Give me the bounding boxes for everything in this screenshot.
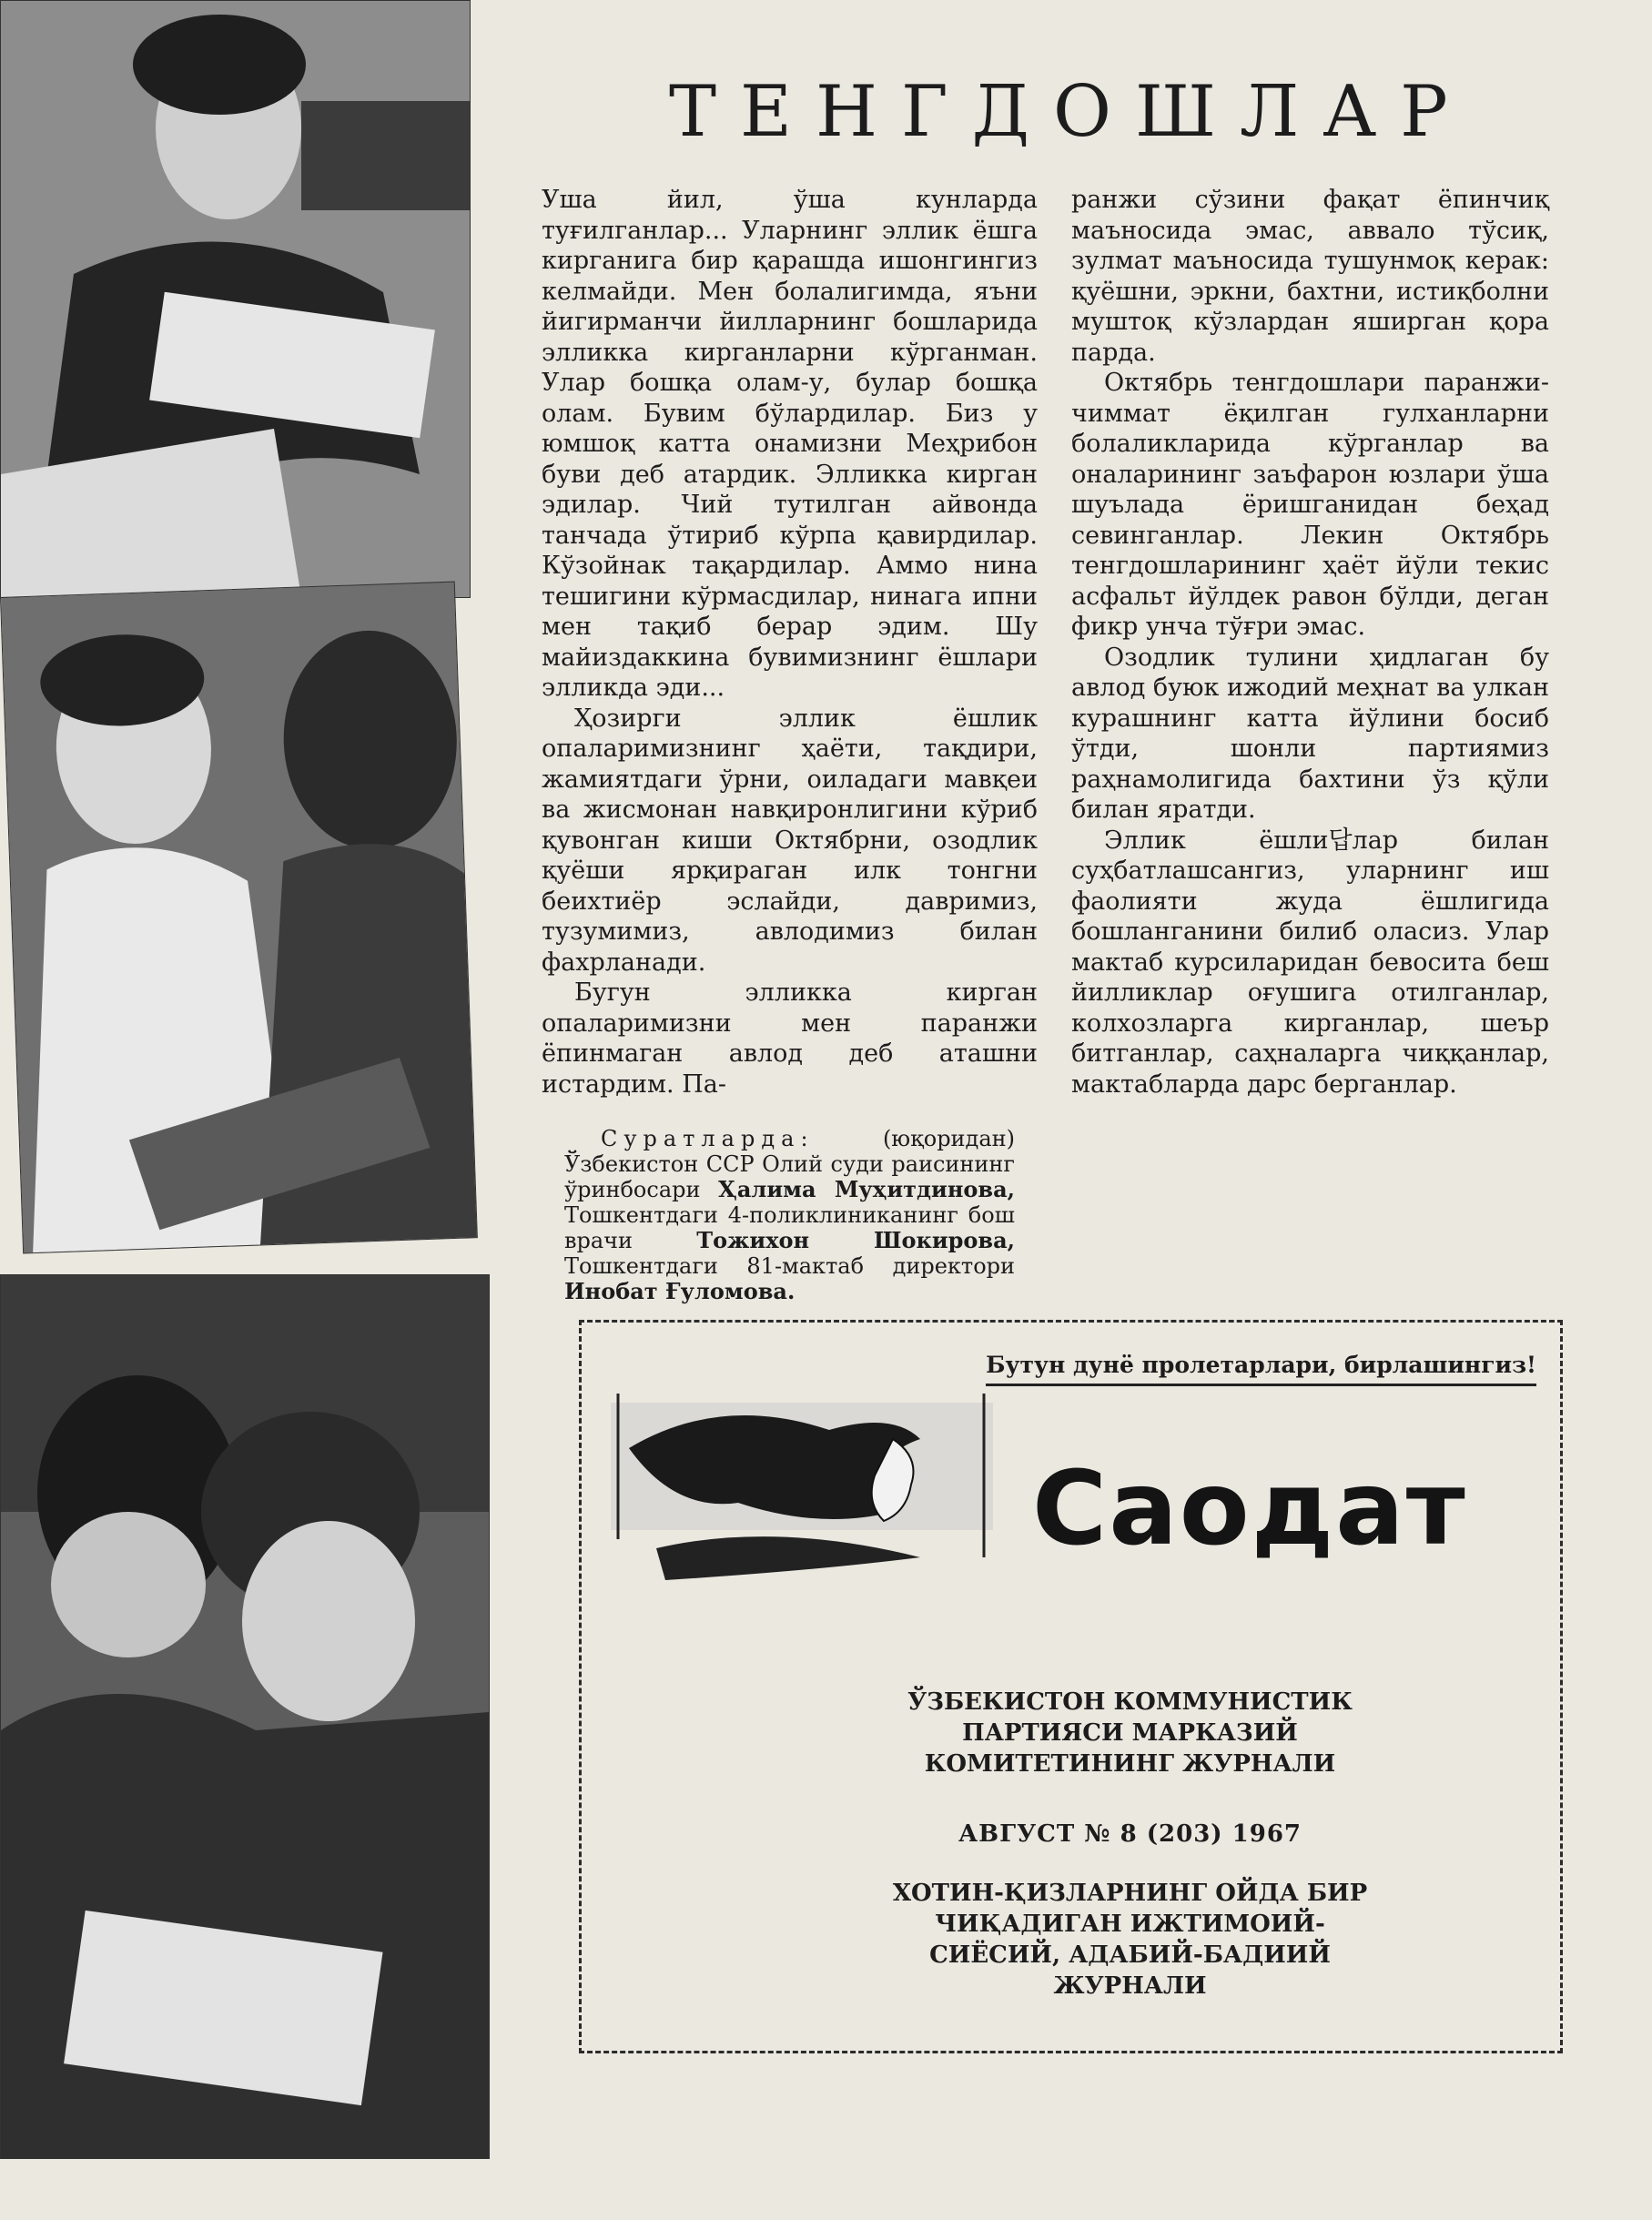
paragraph: Эллик ёшли답лар билан суҳбатлашсангиз, уларнинг иш фаолияти жуда ёшлигида бошланганини билиб оласиз. Улар мактаб курсиларидан бевосита беш йилликлар оғушига отилганлар, колхозларга кирганлар, шеър битганлар, саҳналарга чиққанлар, мактабларда дарс берганлар. — [1071, 826, 1549, 1099]
subtitle-line: ЧИҚАДИГАН ИЖТИМОИЙ- — [935, 1911, 1325, 1938]
article-title: ТЕНГДОШЛАР — [669, 71, 1472, 153]
caption-text: Тошкентдаги 81-мактаб директори — [564, 1253, 1015, 1279]
caption-name: Ҳалима Муҳитдинова, — [718, 1176, 1015, 1202]
article-column-right — [1071, 185, 1549, 1100]
paragraph: ранжи сўзини фақат ёпинчиқ маъносида эмас, аввало тўсиқ, зулмат маъносида тушунмоқ керак: қуёшни, эркни, бахтни, истиқболни муштоқ кўзлардан яширган қора парда. — [1071, 186, 1549, 367]
paragraph: Уша йил, ўша кунларда туғилганлар... Уларнинг эллик ёшга кирганига бир қарашда ишонгингиз келмайди. Мен болалигимда, яъни йигирманчи йилларнинг бошларида элликка кирганларни кўрганман. Улар бошқа олам-у, булар бошқа олам. Бувим бўлардилар. Биз у юмшоқ катта онамизни Меҳрибон буви деб атардик. Элликка кирган эдилар. Чий тутилган айвонда танчада ўтириб кўрпа қавирдилар. Кўзойнак тақардилар. Аммо нина тешигини кўрмасдилар, нинага ипни мен тақиб берар эдим. Шу майиздаккина бувимизнинг ёшлари элликда эди... — [542, 186, 1038, 702]
photo-inobat-gulomova — [0, 1274, 490, 2159]
paragraph: Октябрь тенгдошлари паранжи-чиммат ёқилган гулханларни болаликларида кўрганлар ва оналарининг заъфарон юзлари ўша шуълада ёришганидан беҳад севинганлар. Лекин Октябрь тенгдошларининг ҳаёт йўли текис асфальт йўлдек равон бўлди, деган фикр унча тўғри эмас. — [1071, 369, 1549, 641]
caption-text: Тошкентдаги 4-поликлиниканинг бош врачи — [564, 1202, 1015, 1253]
caption-name: Инобат Ғуломова. — [564, 1278, 796, 1304]
publisher-line: ПАРТИЯСИ МАРКАЗИЙ — [962, 1719, 1298, 1747]
issue-info: АВГУСТ № 8 (203) 1967 — [958, 1820, 1302, 1848]
paragraph: Бугун элликка кирган опаларимизни мен паранжи ёпинмаган авлод деб аташни истардим. Па- — [542, 978, 1038, 1099]
slogan: Бутун дунё пролетарлари, бирлашингиз! — [986, 1352, 1536, 1386]
photo-caption — [564, 1126, 1015, 1304]
caption-name: Тожихон Шокирова, — [696, 1227, 1015, 1253]
article-column-left — [542, 185, 1038, 1100]
subtitle-line: ЖУРНАЛИ — [1053, 1972, 1207, 2000]
caption-text: (юқоридан) Ўзбекистон ССР Олий суди раисининг ўринбосари — [564, 1126, 1015, 1202]
publisher-info — [582, 1687, 1560, 1779]
subtitle-line: СИЁСИЙ, АДАБИЙ-БАДИИЙ — [929, 1941, 1331, 1969]
magazine-masthead — [579, 1320, 1563, 2053]
paragraph: Ҳозирги эллик ёшлик опаларимизнинг ҳаёти, тақдири, жамиятдаги ўрни, оиладаги мавқеи ва жисмонан навқиронлигини кўриб қувонган киши Октябрни, озодлик қуёши ярқираган илк тонгни беихтиёр эслайди, давримиз, тузумимиз, авлодимиз билан фахрланади. — [542, 704, 1038, 977]
subtitle-line: ХОТИН-ҚИЗЛАРНИНГ ОЙДА БИР — [892, 1880, 1368, 1907]
photo-tojikhon-shokirova — [0, 582, 478, 1254]
paragraph: Озодлик тулини ҳидлаган бу авлод буюк ижодий меҳнат ва улкан курашнинг катта йўлини босиб ўтди, шонли партиямиз раҳнамолигида бахтини ўз қўли билан яратди. — [1071, 643, 1550, 824]
photo-halima-mukhitdinova — [0, 0, 471, 598]
publisher-line: ЎЗБЕКИСТОН КОММУНИСТИК — [907, 1688, 1353, 1716]
woman-profile-illustration — [593, 1375, 1011, 1594]
magazine-logo: Саодат — [1032, 1450, 1467, 1568]
publisher-line: КОМИТЕТИНИНГ ЖУРНАЛИ — [924, 1750, 1336, 1778]
magazine-subtitle — [582, 1878, 1560, 2002]
caption-lead: Суратларда: — [601, 1126, 815, 1151]
